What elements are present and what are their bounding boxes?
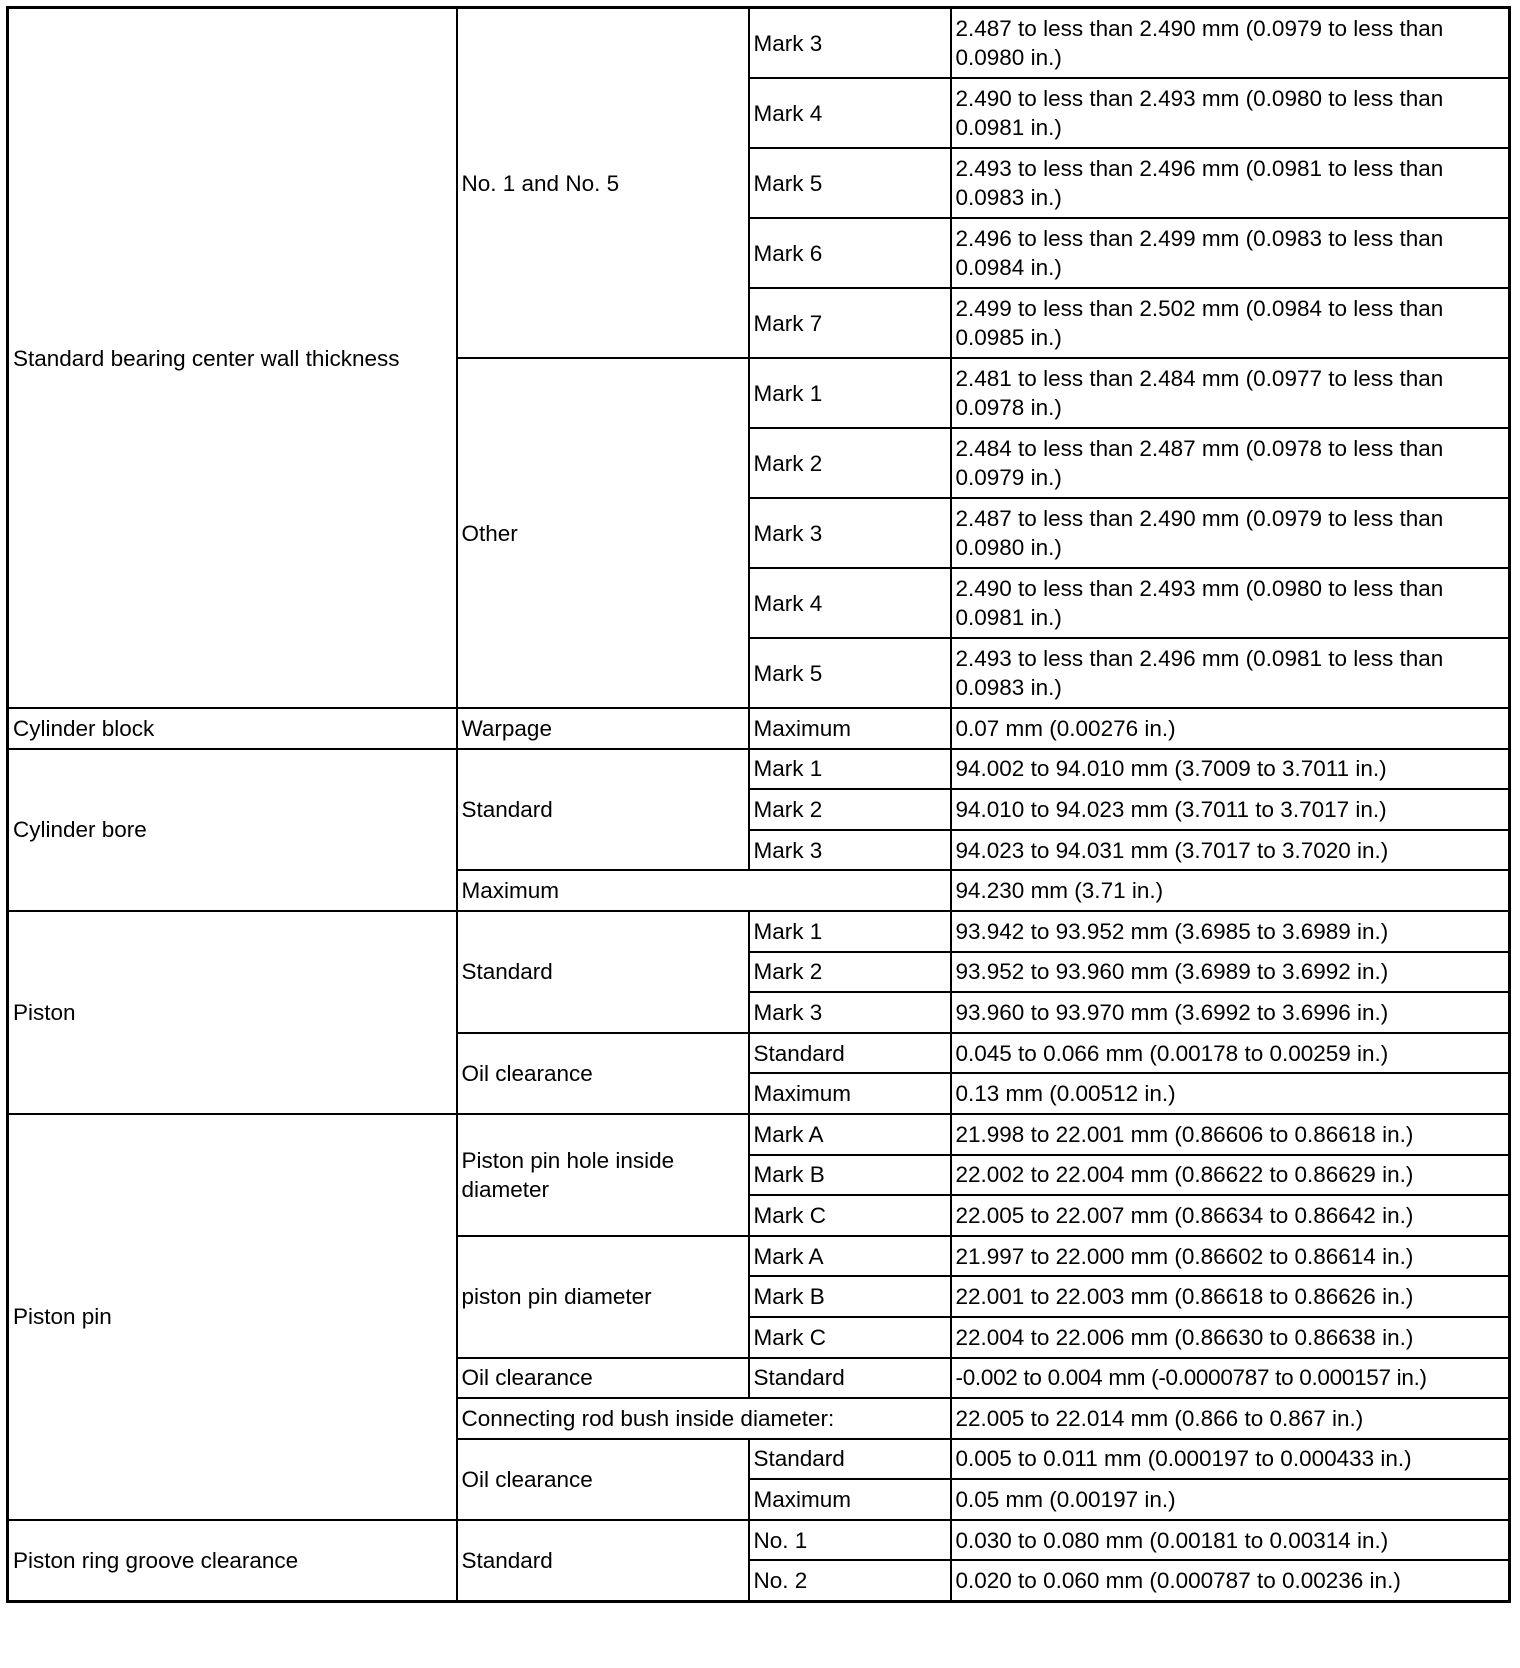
condition-cell: Other: [457, 358, 749, 708]
mark-cell: Mark 1: [749, 358, 951, 428]
condition-cell: Oil clearance: [457, 1033, 749, 1114]
mark-cell: Mark 3: [749, 8, 951, 79]
item-cell: Piston: [8, 911, 457, 1114]
value-cell: 22.001 to 22.003 mm (0.86618 to 0.86626 in.): [951, 1276, 1510, 1317]
value-cell: 0.020 to 0.060 mm (0.000787 to 0.00236 in.): [951, 1560, 1510, 1601]
condition-cell: Connecting rod bush inside diameter:: [457, 1398, 951, 1439]
item-cell: Piston pin: [8, 1114, 457, 1520]
mark-cell: Mark 2: [749, 952, 951, 993]
mark-cell: Mark 3: [749, 830, 951, 871]
mark-cell: Mark 1: [749, 749, 951, 790]
item-cell: Piston ring groove clearance: [8, 1520, 457, 1602]
value-cell: 0.045 to 0.066 mm (0.00178 to 0.00259 in.): [951, 1033, 1510, 1074]
condition-cell: piston pin diameter: [457, 1236, 749, 1358]
value-cell: 0.13 mm (0.00512 in.): [951, 1073, 1510, 1114]
condition-cell: Piston pin hole inside diameter: [457, 1114, 749, 1236]
mark-cell: Mark 7: [749, 288, 951, 358]
mark-cell: No. 2: [749, 1560, 951, 1601]
value-cell: -0.002 to 0.004 mm (-0.0000787 to 0.000157 in.): [951, 1358, 1510, 1399]
mark-cell: Mark A: [749, 1236, 951, 1277]
value-cell: 22.004 to 22.006 mm (0.86630 to 0.86638 in.): [951, 1317, 1510, 1358]
mark-cell: Mark 2: [749, 789, 951, 830]
value-cell: 2.490 to less than 2.493 mm (0.0980 to less than 0.0981 in.): [951, 568, 1510, 638]
mark-cell: Mark 1: [749, 911, 951, 952]
table-row: [8, 749, 1510, 790]
value-cell: 2.490 to less than 2.493 mm (0.0980 to less than 0.0981 in.): [951, 78, 1510, 148]
value-cell: 22.002 to 22.004 mm (0.86622 to 0.86629 in.): [951, 1155, 1510, 1196]
mark-cell: Maximum: [749, 1073, 951, 1114]
value-cell: 0.05 mm (0.00197 in.): [951, 1479, 1510, 1520]
table-row: [8, 1114, 1510, 1155]
mark-cell: Mark A: [749, 1114, 951, 1155]
mark-cell: Mark 5: [749, 638, 951, 708]
mark-cell: Mark B: [749, 1155, 951, 1196]
condition-cell: Standard: [457, 911, 749, 1033]
table-row: [8, 708, 1510, 749]
value-cell: 0.07 mm (0.00276 in.): [951, 708, 1510, 749]
value-cell: 21.998 to 22.001 mm (0.86606 to 0.86618 in.): [951, 1114, 1510, 1155]
spec-table: [6, 6, 1511, 1603]
value-cell: 93.942 to 93.952 mm (3.6985 to 3.6989 in.): [951, 911, 1510, 952]
mark-cell: Mark 3: [749, 992, 951, 1033]
value-cell: 22.005 to 22.007 mm (0.86634 to 0.86642 in.): [951, 1195, 1510, 1236]
mark-cell: Mark 4: [749, 568, 951, 638]
value-cell: 22.005 to 22.014 mm (0.866 to 0.867 in.): [951, 1398, 1510, 1439]
mark-cell: Mark C: [749, 1317, 951, 1358]
mark-cell: Mark C: [749, 1195, 951, 1236]
value-cell: 94.002 to 94.010 mm (3.7009 to 3.7011 in.): [951, 749, 1510, 790]
value-cell: 2.496 to less than 2.499 mm (0.0983 to less than 0.0984 in.): [951, 218, 1510, 288]
mark-cell: Mark 6: [749, 218, 951, 288]
condition-cell: Standard: [457, 749, 749, 871]
mark-cell: Mark B: [749, 1276, 951, 1317]
item-cell: Cylinder block: [8, 708, 457, 749]
mark-cell: No. 1: [749, 1520, 951, 1561]
value-cell: 2.487 to less than 2.490 mm (0.0979 to less than 0.0980 in.): [951, 8, 1510, 79]
mark-cell: Standard: [749, 1439, 951, 1480]
value-cell: 2.499 to less than 2.502 mm (0.0984 to less than 0.0985 in.): [951, 288, 1510, 358]
value-cell: 94.230 mm (3.71 in.): [951, 870, 1510, 911]
value-cell: 21.997 to 22.000 mm (0.86602 to 0.86614 in.): [951, 1236, 1510, 1277]
value-cell: 2.481 to less than 2.484 mm (0.0977 to less than 0.0978 in.): [951, 358, 1510, 428]
value-cell: 2.493 to less than 2.496 mm (0.0981 to less than 0.0983 in.): [951, 638, 1510, 708]
condition-cell: Oil clearance: [457, 1439, 749, 1520]
mark-cell: Mark 2: [749, 428, 951, 498]
table-row: [8, 1520, 1510, 1561]
value-cell: 94.023 to 94.031 mm (3.7017 to 3.7020 in.): [951, 830, 1510, 871]
mark-cell: Mark 4: [749, 78, 951, 148]
value-cell: 0.005 to 0.011 mm (0.000197 to 0.000433 in.): [951, 1439, 1510, 1480]
condition-cell: Maximum: [457, 870, 951, 911]
value-cell: 0.030 to 0.080 mm (0.00181 to 0.00314 in.): [951, 1520, 1510, 1561]
value-cell: 2.493 to less than 2.496 mm (0.0981 to less than 0.0983 in.): [951, 148, 1510, 218]
value-cell: 2.487 to less than 2.490 mm (0.0979 to less than 0.0980 in.): [951, 498, 1510, 568]
table-row: [8, 911, 1510, 952]
mark-cell: Standard: [749, 1358, 951, 1399]
value-cell: 93.960 to 93.970 mm (3.6992 to 3.6996 in.): [951, 992, 1510, 1033]
mark-cell: Maximum: [749, 708, 951, 749]
mark-cell: Mark 5: [749, 148, 951, 218]
value-cell: 94.010 to 94.023 mm (3.7011 to 3.7017 in.): [951, 789, 1510, 830]
mark-cell: Maximum: [749, 1479, 951, 1520]
condition-cell: Oil clearance: [457, 1358, 749, 1399]
condition-cell: Warpage: [457, 708, 749, 749]
table-row: [8, 8, 1510, 79]
mark-cell: Standard: [749, 1033, 951, 1074]
condition-cell: Standard: [457, 1520, 749, 1602]
value-cell: 2.484 to less than 2.487 mm (0.0978 to less than 0.0979 in.): [951, 428, 1510, 498]
value-cell: 93.952 to 93.960 mm (3.6989 to 3.6992 in.): [951, 952, 1510, 993]
condition-cell: No. 1 and No. 5: [457, 8, 749, 359]
item-cell: Standard bearing center wall thickness: [8, 8, 457, 709]
mark-cell: Mark 3: [749, 498, 951, 568]
item-cell: Cylinder bore: [8, 749, 457, 911]
